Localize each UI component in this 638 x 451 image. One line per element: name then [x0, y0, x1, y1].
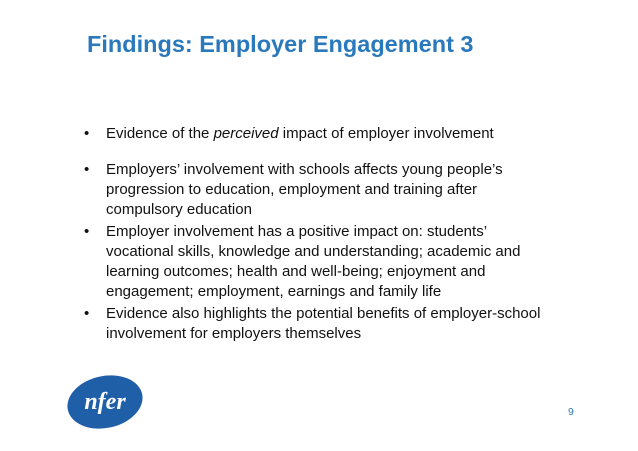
slide-title: Findings: Employer Engagement 3: [87, 31, 474, 57]
bullet-item: [84, 124, 554, 144]
bullet-marker: •: [84, 223, 90, 240]
bullet-text-emphasis: perceived: [213, 125, 279, 142]
bullet-marker: •: [84, 161, 90, 178]
page-number: 9: [568, 406, 574, 418]
bullet-item: [84, 222, 554, 302]
bullet-marker: •: [84, 125, 90, 142]
bullet-text-prefix: Evidence of the: [106, 125, 214, 142]
bullet-item: [84, 304, 554, 344]
bullet-text: Employers’ involvement with schools affects young people’s progression to education, employment and training after compulsory education: [106, 161, 503, 218]
nfer-logo: [64, 374, 144, 430]
bullet-text-suffix: impact of employer involvement: [278, 125, 494, 142]
bullet-text: Evidence also highlights the potential benefits of employer-school involvement for employers themselves: [106, 305, 541, 342]
bullet-list: [84, 124, 554, 344]
logo-text: nfer: [84, 389, 126, 415]
bullet-item: [84, 160, 554, 220]
bullet-marker: •: [84, 305, 90, 322]
bullet-text: Employer involvement has a positive impact on: students’ vocational skills, knowledge and understanding; academic and learning outcomes; health and well-being; enjoyment and engagement; employment, earnings and family life: [106, 223, 521, 300]
